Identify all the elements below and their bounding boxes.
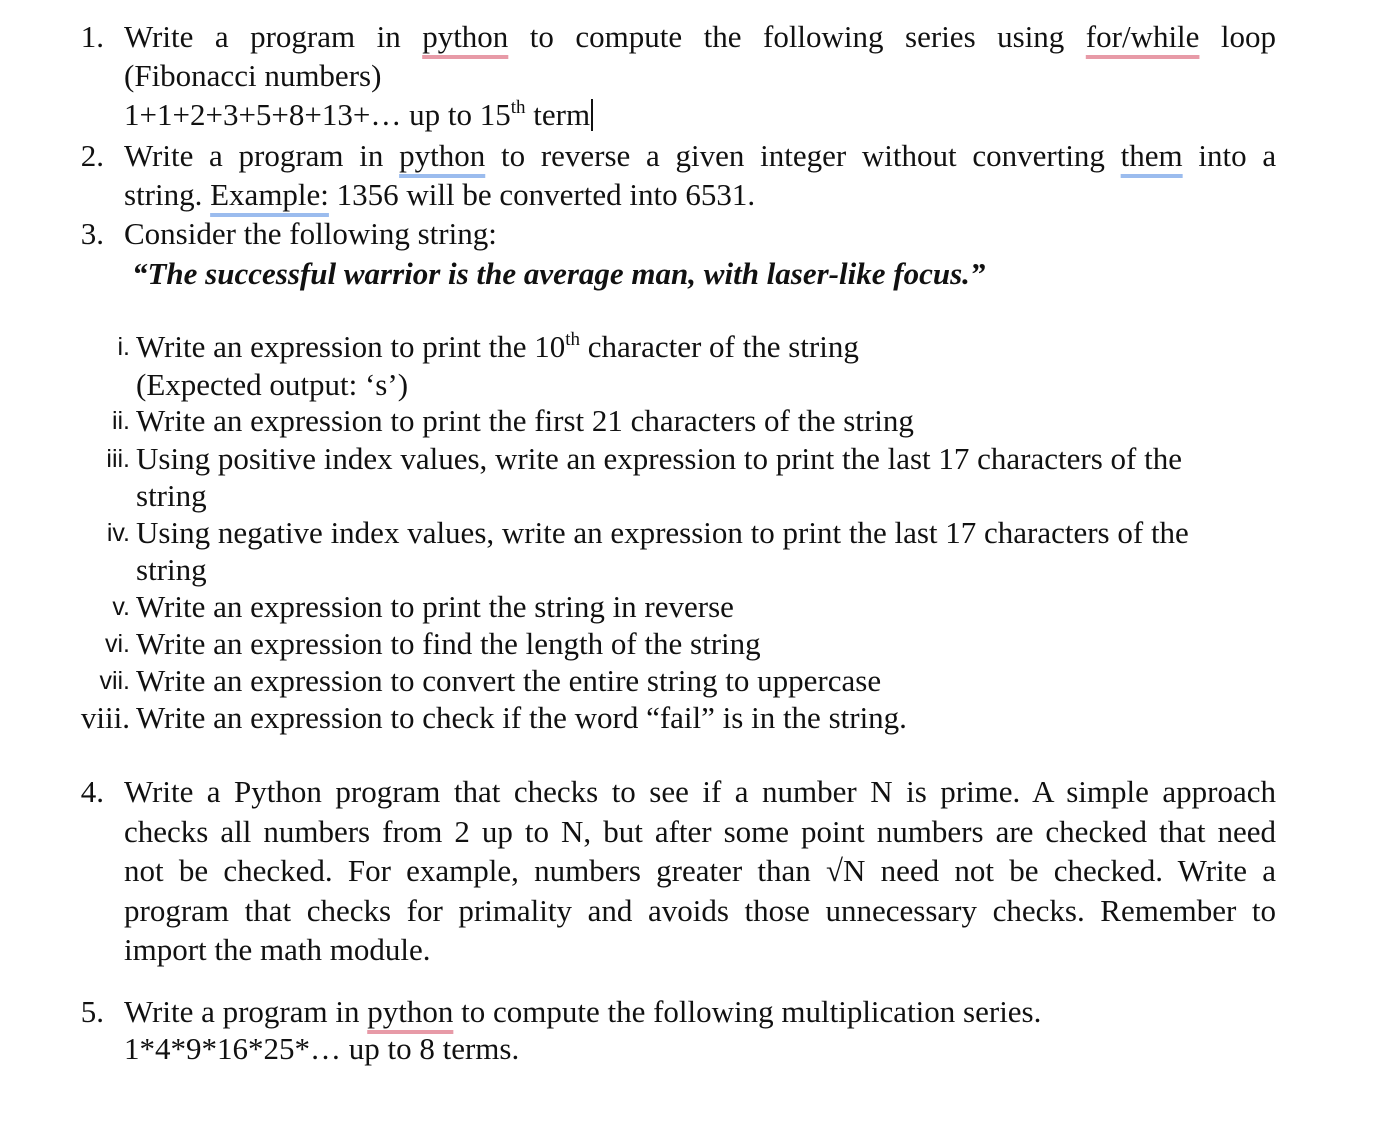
- question-4-line-4: program that checks for primality and avoids those unnecessary checks. Remember to: [124, 893, 1276, 928]
- question-2-line-2: [124, 176, 755, 214]
- item-text-end: character of the string: [579, 329, 859, 364]
- word: Write: [124, 19, 194, 54]
- question-5-number: 5.: [80, 994, 104, 1029]
- word: compute: [575, 19, 683, 54]
- item-text: Write an expression to print the 10: [136, 329, 566, 364]
- word: in: [376, 19, 401, 54]
- word: series: [905, 19, 976, 54]
- word: without: [861, 138, 957, 173]
- question-4-line-2: checks all numbers from 2 up to N, but after some point numbers are checked that need: [124, 814, 1276, 849]
- question-4-line-3: not be checked. For example, numbers greater than √N need not be checked. Write a: [124, 853, 1276, 888]
- question-5-line-2: 1*4*9*16*25*… up to 8 terms.: [124, 1031, 520, 1066]
- question-4-number: 4.: [80, 774, 104, 809]
- word: a: [209, 138, 223, 173]
- word: to: [529, 19, 554, 54]
- word: loop: [1220, 19, 1277, 54]
- item-vii: Write an expression to convert the entire string to uppercase: [136, 663, 882, 698]
- series-text-end: term: [525, 97, 591, 132]
- word: converting: [972, 138, 1105, 173]
- question-3-number: 3.: [80, 216, 104, 251]
- text: to compute the following multiplication series.: [453, 994, 1042, 1029]
- superscript: th: [565, 329, 580, 350]
- question-1-series: [124, 96, 593, 134]
- word: program: [238, 138, 344, 173]
- superscript: th: [510, 97, 526, 118]
- item-label: vii.: [99, 667, 130, 695]
- word: reverse: [540, 138, 631, 173]
- word: following: [763, 19, 884, 54]
- question-1-line-2: (Fibonacci numbers): [124, 58, 382, 93]
- item-label: i.: [117, 333, 130, 361]
- question-5-line-1: [124, 993, 1041, 1031]
- spellcheck-word-for-while[interactable]: for/while: [1085, 19, 1200, 54]
- question-4-line-5: import the math module.: [124, 932, 431, 967]
- word: using: [997, 19, 1065, 54]
- series-text: 1+1+2+3+5+8+13+… up to 15: [124, 97, 511, 132]
- item-label: viii.: [80, 700, 130, 735]
- item-iii-line-2: string: [136, 478, 207, 513]
- item-iv: Using negative index values, write an expression to print the last 17 characters of the: [136, 515, 1189, 550]
- quote-string: “The successful warrior is the average man, with laser-like focus.”: [132, 256, 986, 291]
- item-i: [136, 328, 859, 366]
- text: 1356 will be converted into 6531.: [328, 177, 756, 212]
- item-v: Write an expression to print the string in reverse: [136, 589, 734, 624]
- item-ii: Write an expression to print the first 21 characters of the string: [136, 403, 914, 438]
- question-3-intro: Consider the following string:: [124, 216, 497, 251]
- spellcheck-word-python[interactable]: python: [422, 19, 509, 54]
- text: Write a program in: [124, 994, 368, 1029]
- word: the: [703, 19, 742, 54]
- word: a: [214, 19, 229, 54]
- word: integer: [760, 138, 847, 173]
- question-1-line-1: [124, 18, 1276, 56]
- word: a: [1262, 138, 1277, 173]
- grammar-word-python[interactable]: python: [399, 138, 486, 173]
- item-iv-line-2: string: [136, 552, 207, 587]
- text-cursor: [591, 99, 593, 131]
- question-2-line-1: [124, 137, 1276, 175]
- question-2-number: 2.: [80, 138, 104, 173]
- item-label: v.: [112, 593, 130, 621]
- item-iii: Using positive index values, write an expression to print the last 17 characters of the: [136, 441, 1182, 476]
- item-i-line-2: (Expected output: ‘s’): [136, 367, 409, 402]
- question-1-number: 1.: [80, 19, 104, 54]
- word: given: [675, 138, 745, 173]
- word: in: [359, 138, 384, 173]
- question-4-line-1: Write a Python program that checks to see if a number N is prime. A simple approach: [124, 774, 1276, 809]
- item-label: ii.: [111, 407, 130, 435]
- word: Write: [124, 138, 194, 173]
- word: a: [646, 138, 660, 173]
- grammar-word-example[interactable]: Example:: [210, 177, 329, 212]
- word: to: [500, 138, 526, 173]
- item-label: vi.: [105, 630, 130, 658]
- item-label: iv.: [106, 519, 130, 547]
- grammar-word-them[interactable]: them: [1120, 138, 1183, 173]
- item-viii: Write an expression to check if the word “fail” is in the string.: [136, 700, 907, 735]
- item-label: iii.: [106, 445, 130, 473]
- text: string.: [124, 177, 211, 212]
- spellcheck-word-python[interactable]: python: [367, 994, 454, 1029]
- word: into: [1198, 138, 1247, 173]
- word: program: [250, 19, 356, 54]
- item-vi: Write an expression to find the length of the string: [136, 626, 761, 661]
